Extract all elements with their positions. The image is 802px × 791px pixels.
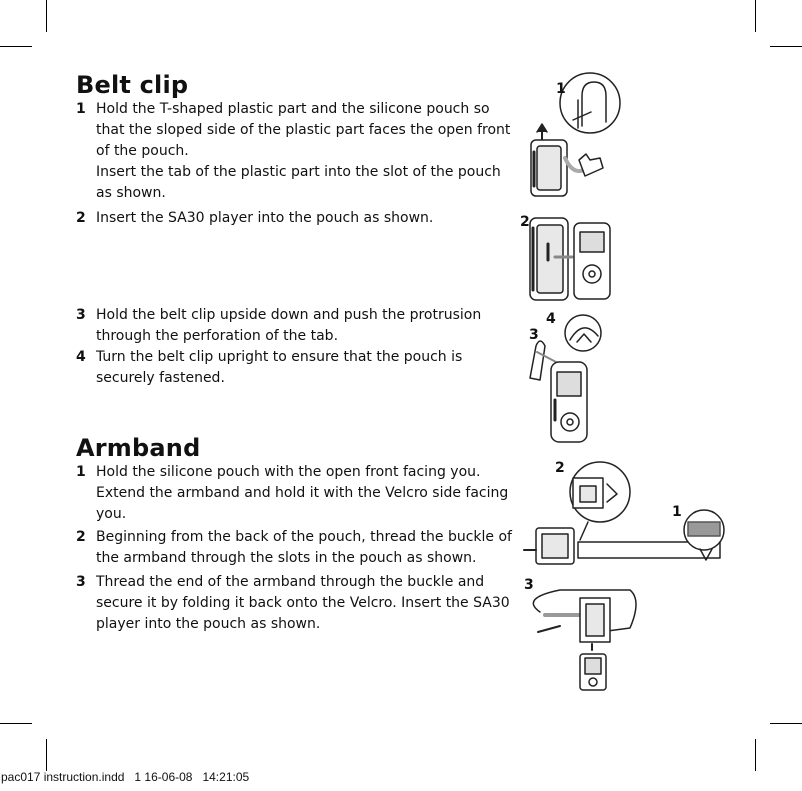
print-slug: pac017 instruction.indd 1 16-06-08 14:21:05 bbox=[1, 770, 250, 784]
section-title-armband: Armband bbox=[76, 434, 201, 462]
figure-label: 3 bbox=[524, 577, 534, 593]
step-text-line: as shown. bbox=[96, 185, 166, 201]
figure-label: 1 bbox=[556, 81, 566, 97]
step-text-line: Hold the belt clip upside down and push the protrusion bbox=[96, 307, 482, 323]
step-text-line: of the pouch. bbox=[96, 143, 189, 159]
step-number: 3 bbox=[76, 307, 86, 323]
step-text-line: the armband through the slots in the pouch as shown. bbox=[96, 550, 477, 566]
step-text-line: that the sloped side of the plastic part faces the open front bbox=[96, 122, 511, 138]
belt-clip-step34-illustration bbox=[530, 315, 601, 442]
step-number: 2 bbox=[76, 210, 86, 226]
figure-label: 3 bbox=[529, 327, 539, 343]
step-text-line: Beginning from the back of the pouch, thread the buckle of bbox=[96, 529, 512, 545]
step-text-line: Extend the armband and hold it with the Velcro side facing bbox=[96, 485, 509, 501]
step-text-line: you. bbox=[96, 506, 127, 522]
figure-label: 2 bbox=[555, 460, 565, 476]
figure-label: 1 bbox=[672, 504, 682, 520]
step-text-line: through the perforation of the tab. bbox=[96, 328, 339, 344]
figure-label: 2 bbox=[520, 214, 530, 230]
step-text-line: securely fastened. bbox=[96, 370, 225, 386]
step-text-line: Hold the silicone pouch with the open front facing you. bbox=[96, 464, 481, 480]
step-text-line: Hold the T-shaped plastic part and the silicone pouch so bbox=[96, 101, 490, 117]
step-number: 3 bbox=[76, 574, 86, 590]
step-text-line: Insert the SA30 player into the pouch as shown. bbox=[96, 210, 434, 226]
armband-step12-illustration bbox=[524, 462, 724, 564]
figure-label: 4 bbox=[546, 311, 556, 327]
step-number: 1 bbox=[76, 464, 86, 480]
step-number: 4 bbox=[76, 349, 86, 365]
section-title-belt-clip: Belt clip bbox=[76, 71, 189, 99]
belt-clip-step2-illustration bbox=[530, 218, 610, 300]
step-text-line: secure it by folding it back onto the Velcro. Insert the SA30 bbox=[96, 595, 510, 611]
step-text-line: Thread the end of the armband through the buckle and bbox=[96, 574, 485, 590]
belt-clip-step1-illustration bbox=[531, 73, 620, 196]
step-text-line: Insert the tab of the plastic part into the slot of the pouch bbox=[96, 164, 501, 180]
armband-step3-illustration bbox=[533, 590, 636, 690]
step-text-line: Turn the belt clip upright to ensure that the pouch is bbox=[96, 349, 463, 365]
step-text-line: player into the pouch as shown. bbox=[96, 616, 321, 632]
step-number: 2 bbox=[76, 529, 86, 545]
step-number: 1 bbox=[76, 101, 86, 117]
